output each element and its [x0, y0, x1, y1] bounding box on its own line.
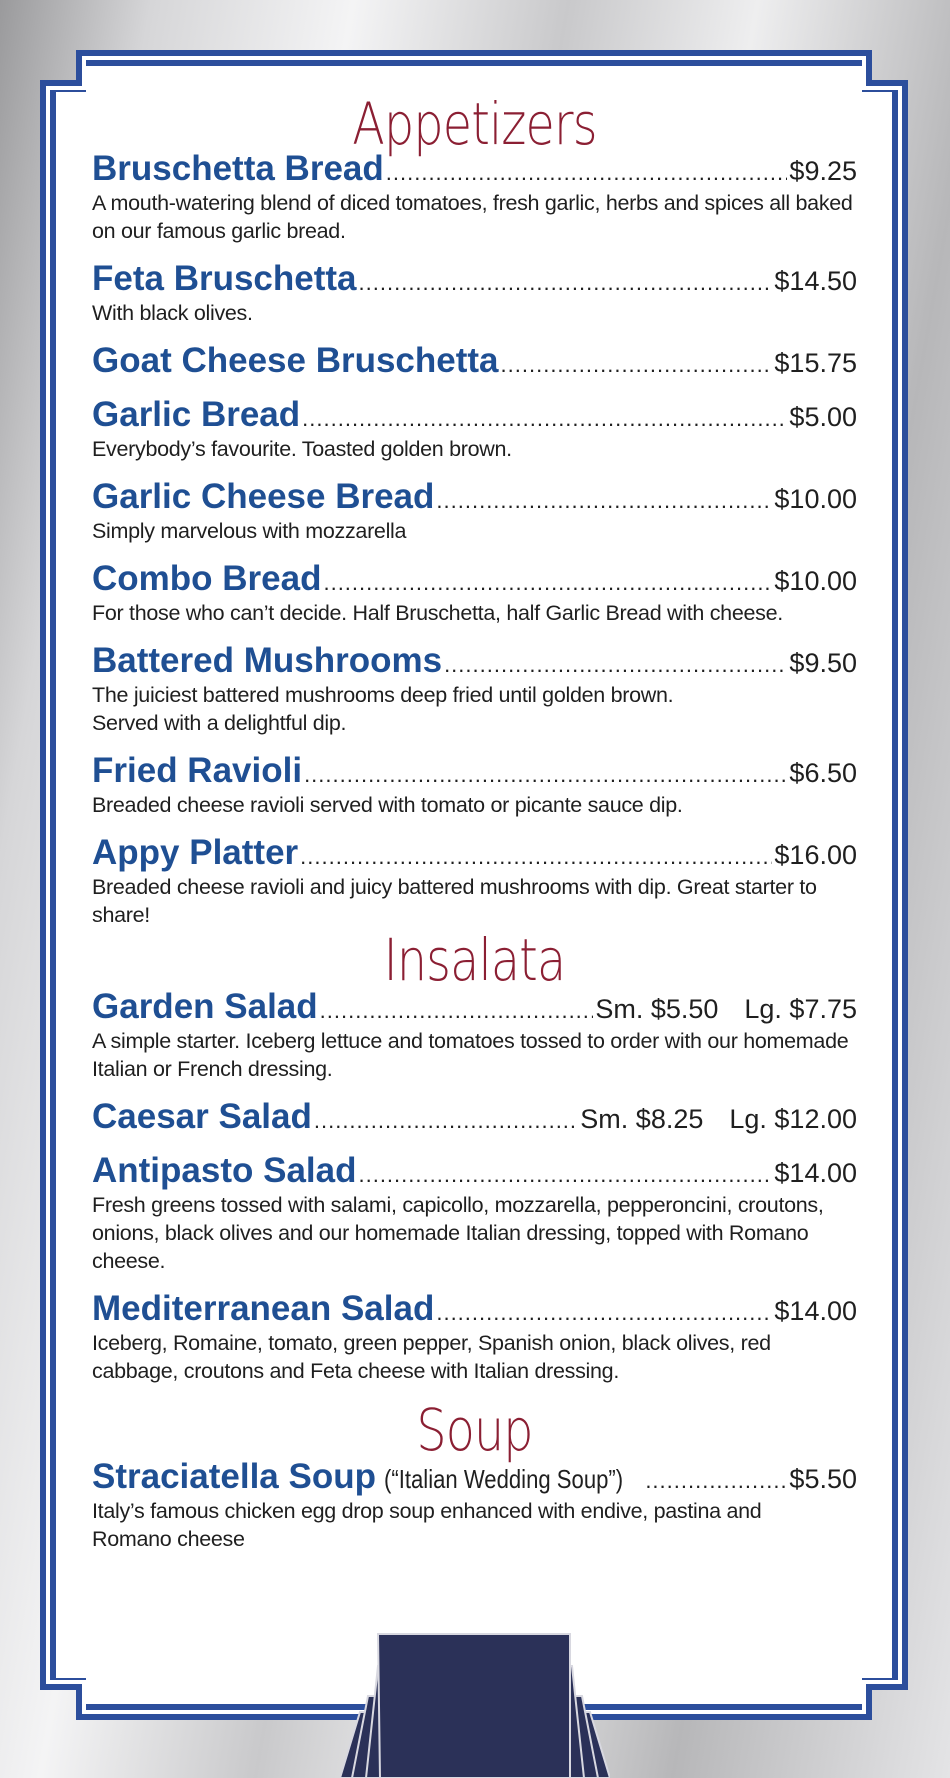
item-price: $15.75 — [774, 348, 857, 378]
section-title-soup: Soup — [416, 1396, 533, 1464]
item-name: Garden Salad — [92, 987, 318, 1026]
item-price: $14.00 — [774, 1296, 857, 1326]
item-price: $16.00 — [774, 840, 857, 870]
menu-item — [92, 1097, 857, 1137]
leader-dots — [323, 570, 772, 596]
menu-item — [92, 259, 857, 327]
leader-dots — [645, 1468, 787, 1494]
item-name: Mediterranean Salad — [92, 1289, 435, 1328]
leader-dots — [320, 998, 594, 1024]
leader-dots — [436, 1300, 772, 1326]
item-description: Iceberg, Romaine, tomato, green pepper, Spanish onion, black olives, red cabbage, croutons and Feta cheese with Italian dressing. — [92, 1331, 771, 1383]
section-title-appetizers: Appetizers — [352, 90, 597, 158]
leader-dots — [359, 270, 773, 296]
art-deco-ornament — [340, 1632, 610, 1778]
item-price: $14.00 — [774, 1158, 857, 1188]
leader-dots — [304, 762, 787, 788]
menu-item — [92, 987, 857, 1083]
item-price: $10.00 — [774, 566, 857, 596]
menu-item — [92, 751, 857, 819]
menu-item — [92, 395, 857, 463]
item-name: Garlic Bread — [92, 395, 301, 434]
item-description: With black olives. — [92, 301, 253, 325]
item-price-small: Sm. $5.50 — [595, 994, 719, 1024]
leader-dots — [386, 160, 788, 186]
item-description: Fresh greens tossed with salami, capicollo, mozzarella, pepperoncini, croutons, onions, black olives and our homemade Italian dressing, topped with Romano cheese. — [92, 1193, 824, 1273]
menu-item — [92, 559, 857, 627]
leader-dots — [300, 844, 772, 870]
item-price: $14.50 — [774, 266, 857, 296]
item-name: Combo Bread — [92, 559, 322, 598]
item-name: Appy Platter — [92, 833, 299, 872]
item-price: $6.50 — [789, 758, 857, 788]
menu-item — [92, 641, 857, 737]
item-price: $9.25 — [789, 156, 857, 186]
item-description: Simply marvelous with mozzarella — [92, 519, 407, 543]
menu-item — [92, 149, 857, 245]
item-description: A simple starter. Iceberg lettuce and tomatoes tossed to order with our homemade Italian or French dressing. — [92, 1029, 849, 1081]
ornament-top-tier — [378, 1634, 570, 1778]
section-title-insalata: Insalata — [383, 926, 566, 994]
item-price: $10.00 — [774, 484, 857, 514]
section-soup — [92, 1396, 857, 1553]
item-name: Garlic Cheese Bread — [92, 477, 435, 516]
item-price: $9.50 — [789, 648, 857, 678]
item-description: For those who can’t decide. Half Bruschetta, half Garlic Bread with cheese. — [92, 601, 783, 625]
item-name: Fried Ravioli — [92, 751, 303, 790]
menu-item — [92, 833, 857, 929]
menu-item — [92, 1457, 857, 1553]
menu-item — [92, 477, 857, 545]
item-name: Feta Bruschetta — [92, 259, 357, 298]
item-price-large: Lg. $12.00 — [729, 1104, 857, 1134]
item-description: The juiciest battered mushrooms deep fried until golden brown. Served with a delightful dip. — [92, 683, 674, 735]
item-description: Breaded cheese ravioli served with tomato or picante sauce dip. — [92, 793, 683, 817]
item-price-small: Sm. $8.25 — [580, 1104, 704, 1134]
section-insalata — [92, 926, 857, 1385]
leader-dots — [444, 652, 787, 678]
item-name: Battered Mushrooms — [92, 641, 443, 680]
item-name: Caesar Salad — [92, 1097, 312, 1136]
item-price-large: Lg. $7.75 — [744, 994, 857, 1024]
menu-content — [92, 90, 857, 1553]
item-description: Everybody’s favourite. Toasted golden brown. — [92, 437, 512, 461]
item-price: $5.50 — [789, 1464, 857, 1494]
item-description: Italy’s famous chicken egg drop soup enhanced with endive, pastina and Romano cheese — [92, 1499, 762, 1551]
item-description: Breaded cheese ravioli and juicy battered mushrooms with dip. Great starter to share! — [92, 875, 817, 927]
menu-item — [92, 1289, 857, 1385]
leader-dots — [436, 488, 772, 514]
menu-item — [92, 341, 857, 381]
item-price: $5.00 — [789, 402, 857, 432]
item-name: Goat Cheese Bruschetta — [92, 341, 499, 380]
item-subtitle: (“Italian Wedding Soup”) — [383, 1464, 624, 1494]
item-name: Bruschetta Bread — [92, 149, 384, 188]
item-description: A mouth-watering blend of diced tomatoes, fresh garlic, herbs and spices all baked on our famous garlic bread. — [92, 191, 853, 243]
section-appetizers — [92, 90, 857, 929]
leader-dots — [314, 1108, 578, 1134]
leader-dots — [302, 406, 787, 432]
item-name: Antipasto Salad — [92, 1151, 357, 1190]
item-name: Straciatella Soup — [92, 1457, 376, 1496]
leader-dots — [501, 352, 773, 378]
menu-item — [92, 1151, 857, 1275]
leader-dots — [358, 1162, 772, 1188]
